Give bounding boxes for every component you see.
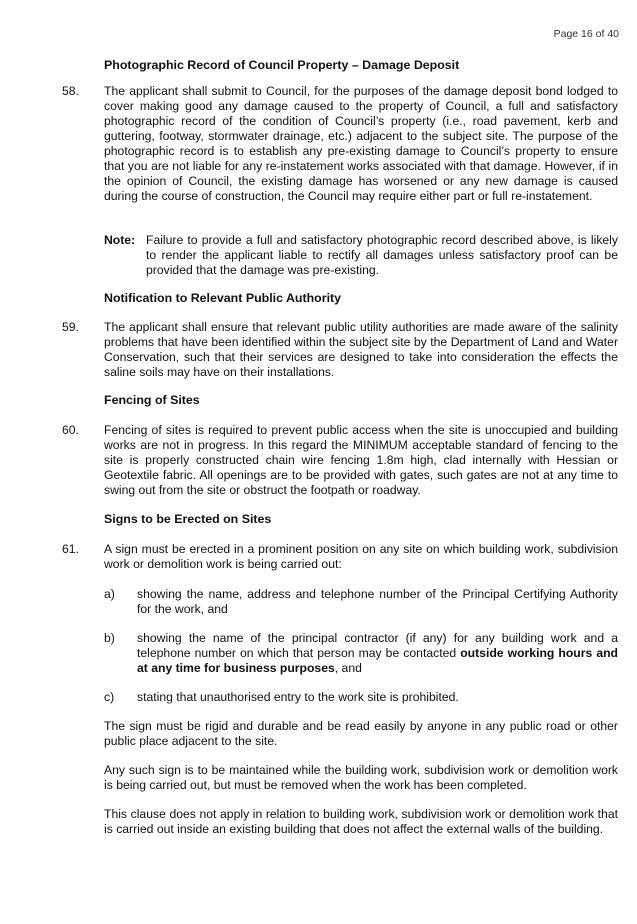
clause-number-60: 60. — [62, 423, 79, 437]
clause-text-60: Fencing of sites is required to prevent public access when the site is unoccupied and building works are not in progress. In this regard the MINIMUM acceptable standard of fencing to the site is properly constructed chain wire fencing 1.8m high, clad internally with Hessian or Geotextile fabric. All openings are to be provided with gates, such gates are not at any time to swing out from the site or obstruct the footpath or roadway. — [104, 423, 618, 497]
item-c-label: c) — [104, 690, 115, 704]
item-b-label: b) — [104, 631, 115, 645]
item-a-label: a) — [104, 587, 115, 601]
item-b-text — [137, 631, 618, 676]
page-number: Page 16 of 40 — [553, 28, 619, 40]
clause-intro-61: A sign must be erected in a prominent position on any site on which building work, subdivision work or demolition work is being carried out: — [104, 542, 618, 571]
item-c-text: stating that unauthorised entry to the work site is prohibited. — [137, 690, 459, 704]
note-text: Failure to provide a full and satisfactory photographic record described above, is likely to render the applicant liable to rectify all damages unless satisfactory proof can be provided that the damage was pre-existing. — [146, 233, 618, 277]
heading-signs-on-sites: Signs to be Erected on Sites — [104, 512, 272, 526]
clause-text-58: The applicant shall submit to Council, for the purposes of the damage deposit bond lodged to cover making good any damage caused to the property of Council, a full and satisfactory photographic record of the condition of Council’s property (i.e., road pavement, kerb and guttering, footway, stormwater drainage, etc.) adjacent to the subject site. The purpose of the photographic record is to establish any pre-existing damage to Council’s property to ensure that you are not liable for any re-instatement works associated with that damage. However, if in the opinion of Council, the existing damage has worsened or any new damage is caused during the course of construction, the Council may require either part or full re-instatement. — [104, 84, 618, 203]
item-b-text-part2: , and — [334, 661, 362, 675]
clause-exception-paragraph: This clause does not apply in relation to building work, subdivision work or demolition work that is carried out inside an existing building that does not affect the external walls of the building. — [104, 807, 618, 836]
item-b-text-part1: showing the name of the principal contractor (if any) for any building work and a telephone number on which that person may be contacted — [137, 631, 618, 660]
clause-number-58: 58. — [62, 84, 79, 98]
clause-number-61: 61. — [62, 542, 79, 556]
heading-fencing-of-sites: Fencing of Sites — [104, 393, 200, 407]
sign-maintained-paragraph: Any such sign is to be maintained while the building work, subdivision work or demolition work is being carried out, but must be removed when the work has been completed. — [104, 763, 618, 792]
item-a-text: showing the name, address and telephone number of the Principal Certifying Authority for the work, and — [137, 587, 618, 616]
clause-number-59: 59. — [62, 320, 79, 334]
note-label: Note: — [104, 233, 136, 247]
sign-rigid-paragraph: The sign must be rigid and durable and be read easily by anyone in any public road or other public place adjacent to the site. — [104, 719, 618, 748]
heading-notification-authority: Notification to Relevant Public Authority — [104, 291, 342, 305]
heading-photographic-record: Photographic Record of Council Property – Damage Deposit — [104, 58, 460, 72]
item-b-text-bold: outside working hours and at any time for business purposes — [137, 646, 618, 675]
clause-text-59: The applicant shall ensure that relevant public utility authorities are made aware of the salinity problems that have been identified within the subject site by the Department of Land and Water Conservation, such that their services are designed to take into consideration the effects the saline soils may have on their installations. — [104, 320, 618, 379]
